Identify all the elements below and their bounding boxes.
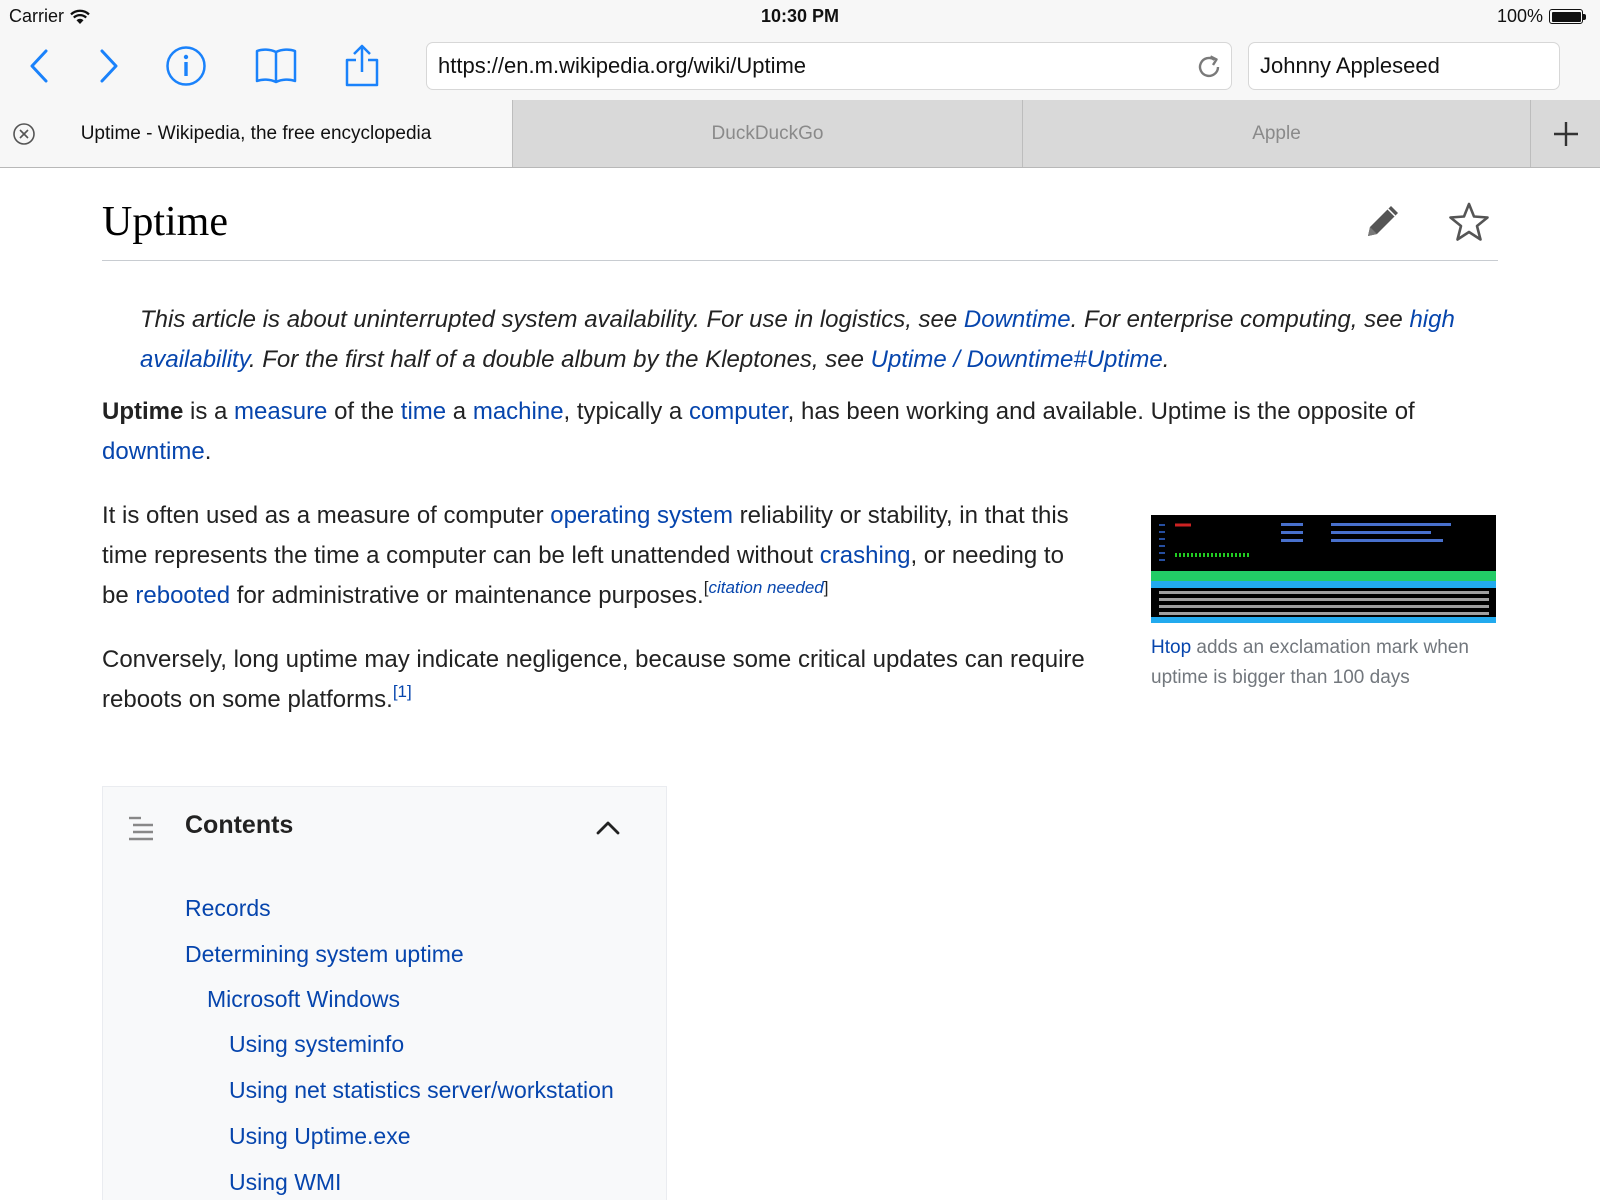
toc-item-using-net-statistics[interactable]: Using net statistics server/workstation [229, 1077, 614, 1103]
info-icon [165, 45, 207, 87]
tab-apple[interactable] [1022, 100, 1530, 167]
forward-icon [93, 48, 123, 84]
link-operating-system[interactable]: operating system [550, 502, 733, 529]
reliability-paragraph [102, 496, 1092, 616]
address-bar[interactable] [426, 42, 1232, 90]
close-tab-icon[interactable] [12, 122, 36, 146]
reference-1[interactable]: [1] [392, 682, 412, 701]
bracket: [ [703, 578, 709, 597]
paragraph-text: It is often used as a measure of computer [102, 502, 551, 529]
bracket: ] [823, 578, 829, 597]
negligence-paragraph [102, 640, 1092, 720]
paragraph-text: , typically a [563, 398, 689, 425]
citation-needed [704, 578, 829, 597]
toc-item-using-systeminfo[interactable]: Using systeminfo [229, 1031, 405, 1057]
toc-item-using-wmi[interactable]: Using WMI [229, 1169, 342, 1195]
hatnote-text: . For the first half of a double album by the Kleptones, see [248, 346, 871, 373]
toc-item-determining-system-uptime[interactable]: Determining system uptime [185, 941, 464, 967]
bold-term: Uptime [102, 398, 184, 425]
paragraph-text: for administrative or maintenance purposes. [230, 582, 704, 609]
link-high-availability[interactable]: high availability [140, 306, 1455, 373]
back-button[interactable] [16, 42, 64, 90]
link-citation-needed[interactable]: citation needed [708, 578, 824, 597]
link-rebooted[interactable]: rebooted [135, 582, 231, 609]
new-tab-button[interactable] [1530, 100, 1600, 167]
hatnote-text: . For enterprise computing, see [1070, 306, 1410, 333]
browser-toolbar [0, 34, 1600, 100]
battery-icon [1549, 9, 1586, 24]
bookmarks-icon [254, 46, 298, 86]
share-button[interactable] [338, 42, 386, 90]
paragraph-text: , has been working and available. Uptime is the opposite of [787, 398, 1415, 425]
tab-bar [0, 100, 1600, 168]
hatnote [140, 300, 1470, 380]
toc-item-microsoft-windows[interactable]: Microsoft Windows [207, 986, 400, 1012]
hatnote-text: . [1162, 346, 1170, 373]
link-time[interactable]: time [400, 398, 447, 425]
battery-percent: 100% [1496, 6, 1543, 26]
thumbnail-caption [1151, 633, 1496, 693]
link-measure[interactable]: measure [234, 398, 328, 425]
hatnote-text: This article is about uninterrupted system availability. For use in logistics, see [140, 306, 964, 333]
tab-label: Uptime - Wikipedia, the free encyclopedia [80, 122, 432, 144]
tab-uptime[interactable] [0, 100, 512, 167]
intro-paragraph [102, 392, 1502, 472]
search-field-value: Johnny Appleseed [1260, 53, 1440, 78]
caption-text: adds an exclamation mark when uptime is bigger than 100 days [1151, 637, 1469, 688]
link-computer[interactable]: computer [688, 398, 788, 425]
paragraph-text: Conversely, long uptime may indicate negligence, because some critical updates can require reboots on some platforms. [102, 646, 1085, 713]
link-downtime[interactable]: Downtime [963, 306, 1071, 333]
toc-item-using-uptime-exe[interactable]: Using Uptime.exe [229, 1123, 411, 1149]
forward-button[interactable] [84, 42, 132, 90]
toc-title: Contents [185, 811, 294, 839]
clock: 10:30 PM [760, 6, 840, 26]
search-field[interactable] [1248, 42, 1560, 90]
htop-terminal-graphic [1151, 515, 1496, 623]
link-htop[interactable]: Htop [1151, 637, 1192, 658]
paragraph-text: a [446, 398, 473, 425]
info-button[interactable] [162, 42, 210, 90]
link-uptime-downtime[interactable]: Uptime / Downtime#Uptime [870, 346, 1163, 373]
list-icon [127, 815, 155, 841]
address-bar-url: https://en.m.wikipedia.org/wiki/Uptime [438, 53, 807, 78]
tab-label: DuckDuckGo [711, 122, 824, 144]
share-icon [344, 44, 380, 88]
edit-pencil-icon[interactable] [1360, 200, 1404, 244]
carrier-label: Carrier [9, 6, 65, 26]
star-icon[interactable] [1447, 200, 1491, 244]
article-header [102, 198, 1498, 261]
link-crashing[interactable]: crashing [819, 542, 911, 569]
tab-duckduckgo[interactable] [512, 100, 1022, 167]
bookmarks-button[interactable] [252, 42, 300, 90]
chevron-up-icon[interactable] [591, 811, 625, 845]
page-title: Uptime [102, 199, 228, 245]
table-of-contents [102, 786, 667, 1200]
web-content [0, 168, 1600, 1200]
htop-screenshot-image[interactable] [1151, 515, 1496, 623]
tab-label: Apple [1252, 122, 1301, 144]
toc-item-records[interactable]: Records [185, 895, 271, 921]
paragraph-text: , or needing to be [102, 542, 1064, 609]
back-icon [25, 48, 55, 84]
paragraph-text: reliability or stability, in that this time represents the time a computer can be left unattended without [102, 502, 1069, 569]
status-bar [0, 0, 1600, 34]
htop-thumbnail [1151, 515, 1496, 693]
battery-indicator [1497, 6, 1586, 27]
link-downtime-2[interactable]: downtime [102, 438, 205, 465]
link-machine[interactable]: machine [472, 398, 564, 425]
paragraph-text: is a [183, 398, 235, 425]
reload-icon[interactable] [1195, 53, 1223, 81]
paragraph-text: of the [327, 398, 401, 425]
paragraph-text: . [204, 438, 212, 465]
plus-icon [1552, 120, 1580, 148]
